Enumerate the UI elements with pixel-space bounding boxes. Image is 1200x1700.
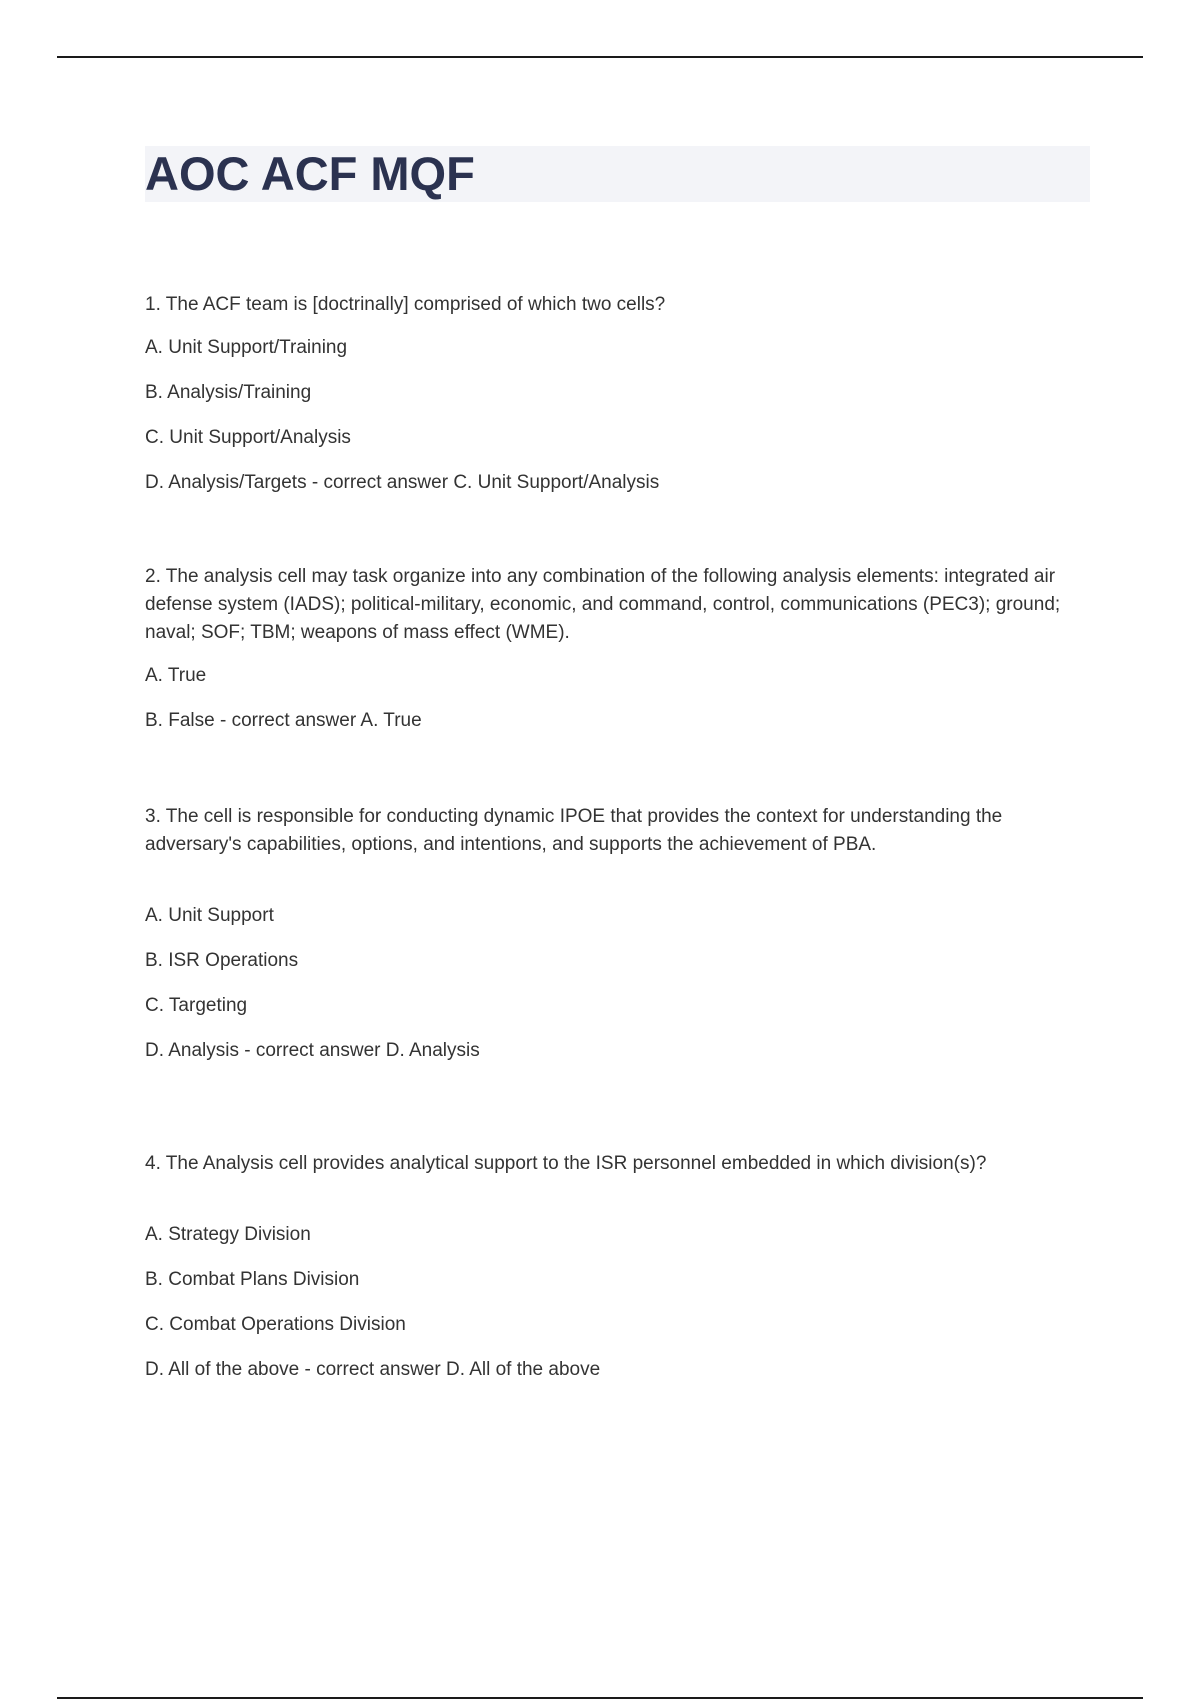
bottom-rule [57, 1697, 1143, 1699]
top-rule [57, 56, 1143, 58]
question-block-1 [145, 291, 665, 497]
question-text: 2. The analysis cell may task organize into any combination of the following analysis elements: integrated air defense system (IADS); political-military, economic, and command, control, communications (PEC3); ground; naval; SOF; TBM; weapons of mass effect (WME). [145, 566, 1061, 643]
answer-option: B. Analysis/Training [145, 382, 312, 403]
question-text: 1. The ACF team is [doctrinally] comprised of which two cells? [145, 294, 666, 315]
answer-option: A. Unit Support [145, 905, 274, 926]
answer-option: A. Unit Support/Training [145, 337, 348, 358]
answer-options [145, 902, 1090, 1065]
question-block-4 [145, 1150, 986, 1384]
answer-option: A. Strategy Division [145, 1224, 311, 1245]
document-title: AOC ACF MQF [145, 147, 475, 200]
question-block-3 [145, 803, 1090, 1065]
answer-option: A. True [145, 665, 207, 686]
answer-option: B. False - correct answer A. True [145, 710, 422, 731]
question-text: 3. The cell is responsible for conducting dynamic IPOE that provides the context for understanding the adversary's capabilities, options, and intentions, and supports the achievement of PBA. [145, 806, 1003, 855]
answer-option: D. Analysis - correct answer D. Analysis [145, 1040, 480, 1061]
answer-option: D. Analysis/Targets - correct answer C. Unit Support/Analysis [145, 472, 660, 493]
answer-option: B. ISR Operations [145, 950, 299, 971]
answer-option: B. Combat Plans Division [145, 1269, 360, 1290]
answer-option: C. Unit Support/Analysis [145, 427, 351, 448]
answer-options [145, 1221, 986, 1384]
answer-option: C. Targeting [145, 995, 248, 1016]
answer-option: C. Combat Operations Division [145, 1314, 406, 1335]
question-block-2 [145, 563, 1090, 735]
answer-option: D. All of the above - correct answer D. All of the above [145, 1359, 601, 1380]
question-text: 4. The Analysis cell provides analytical support to the ISR personnel embedded in which division(s)? [145, 1153, 987, 1174]
